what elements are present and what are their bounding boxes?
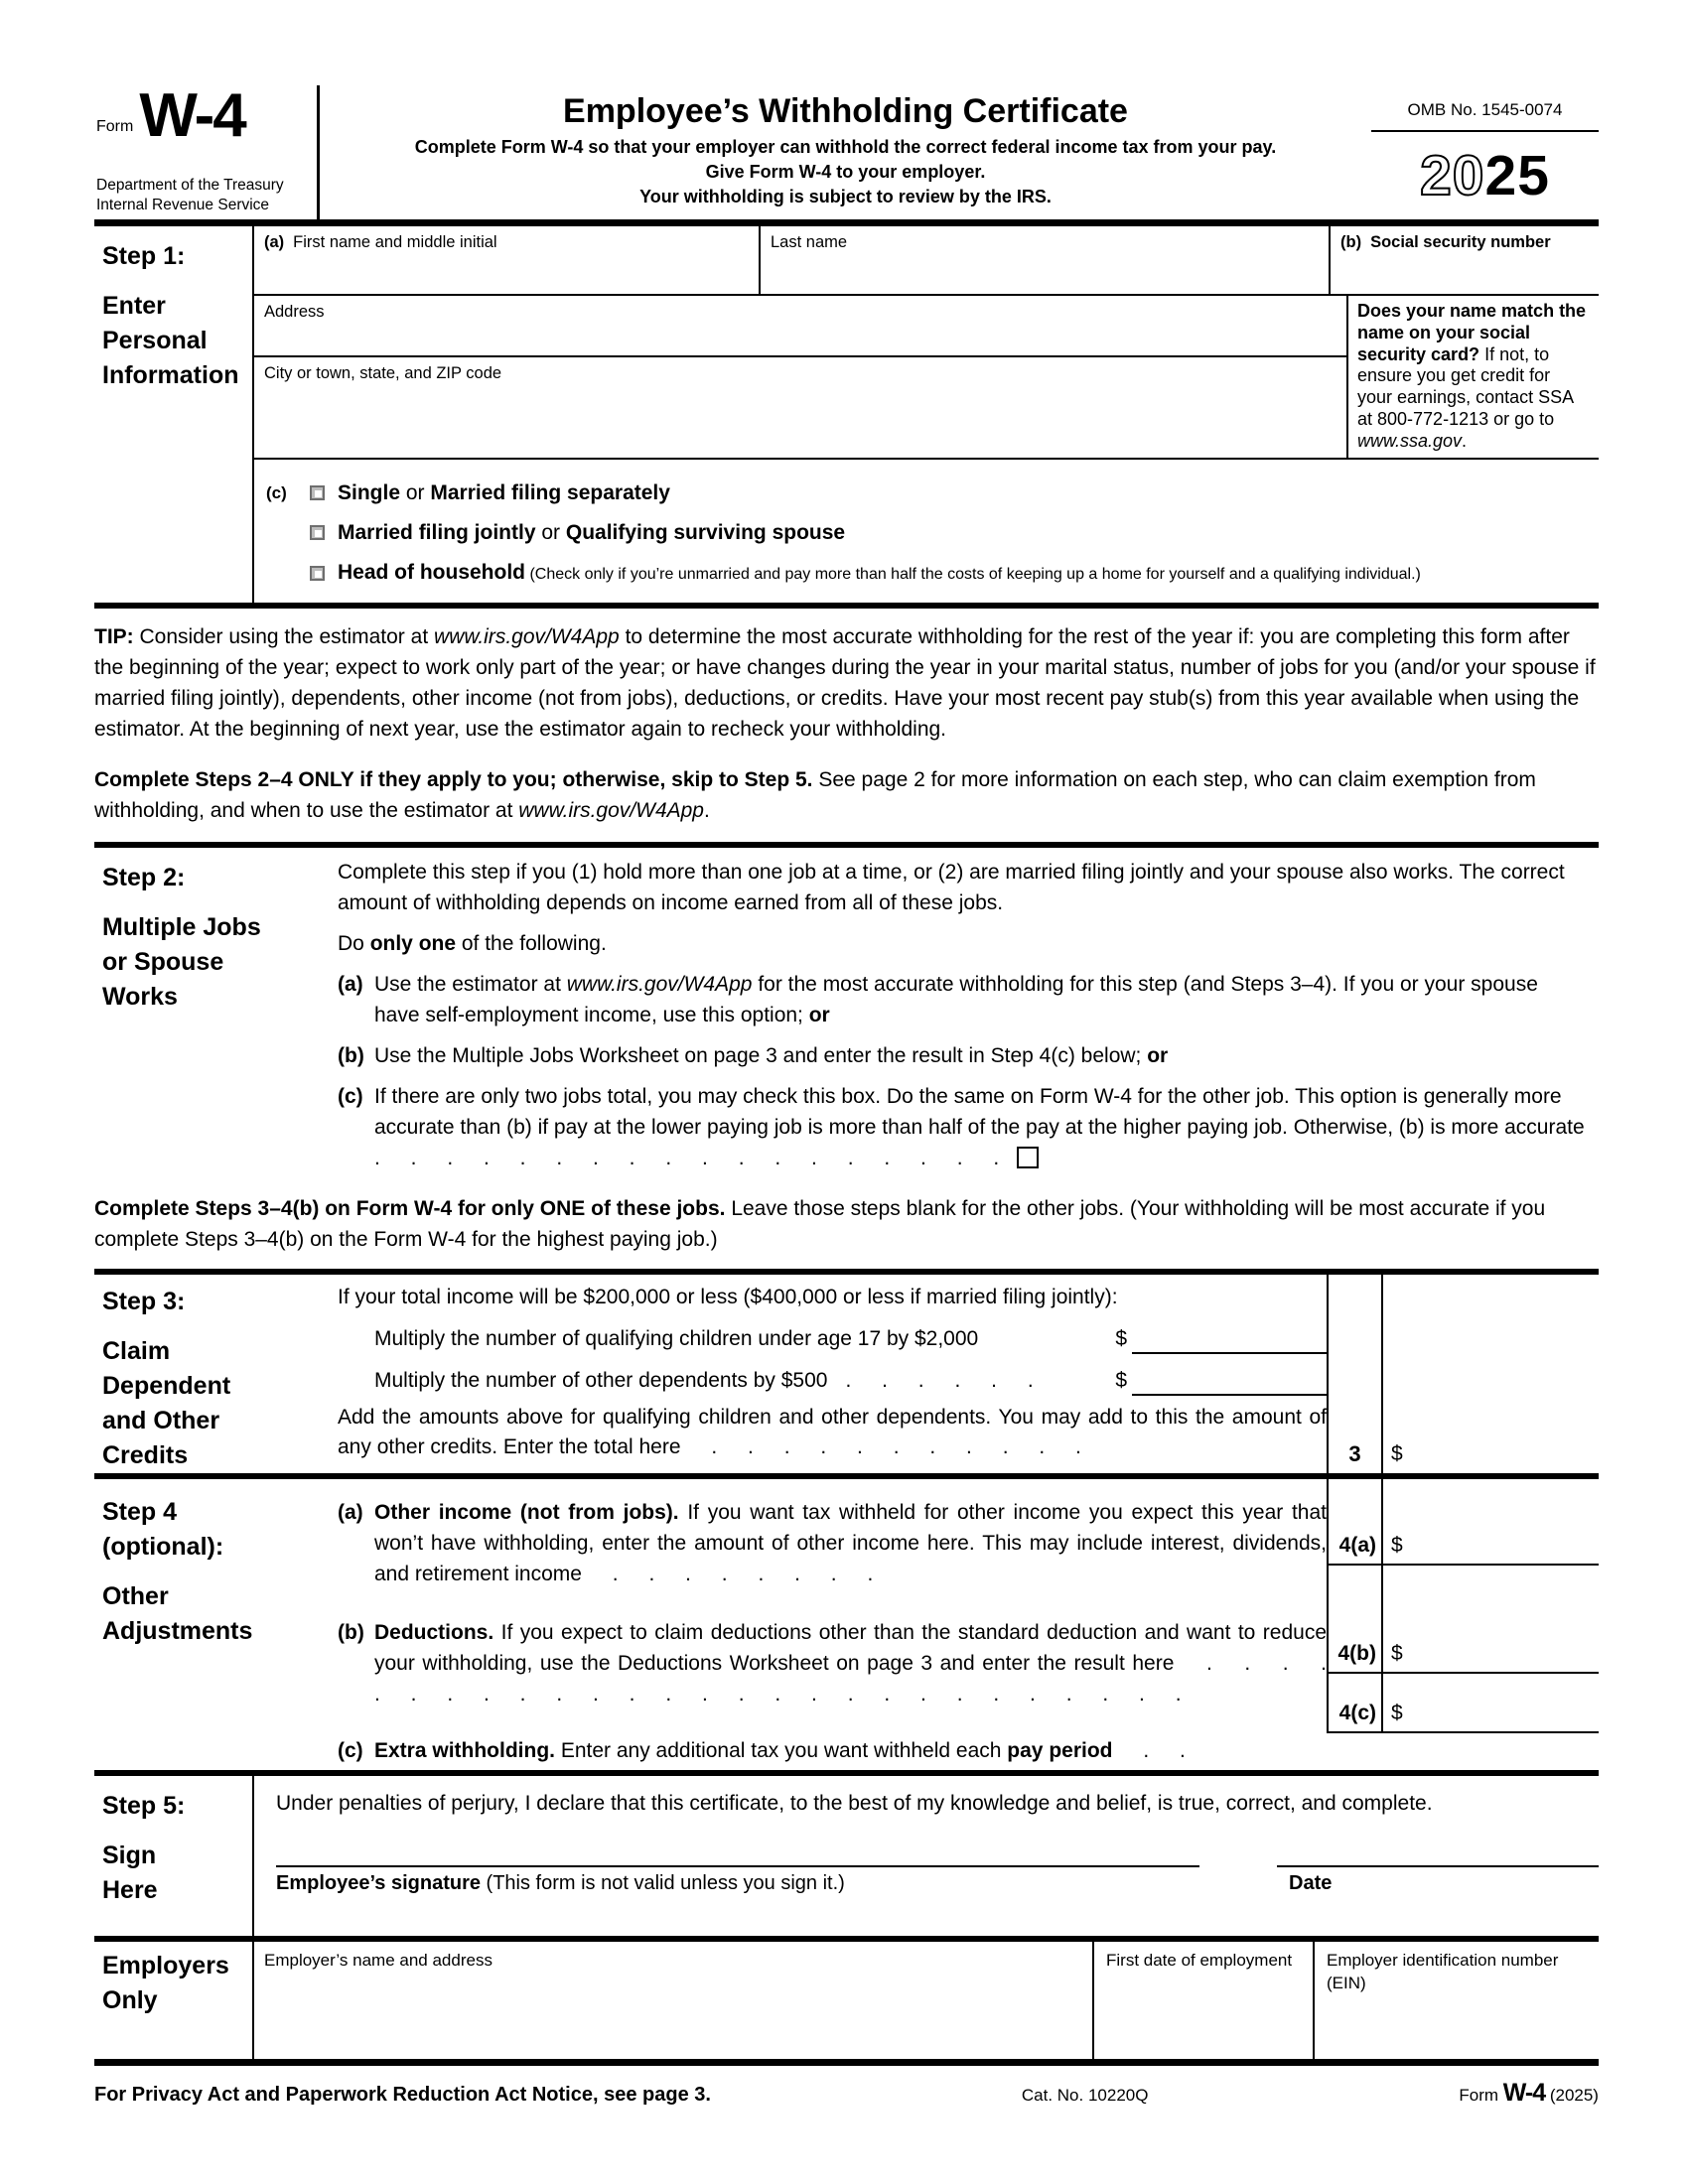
step2-option-a: (a) Use the estimator at www.irs.gov/W4App for the most accurate withholding for this step (and Steps 3–4). If you or your spouse have self-employment income, use this option; or xyxy=(338,972,1538,1026)
ssn-label: Social security number xyxy=(1370,233,1551,251)
signature-date-field[interactable] xyxy=(1277,1864,1599,1867)
line-4a-amount-field[interactable]: $ xyxy=(1391,1533,1403,1557)
w4-form-page xyxy=(94,0,1599,2111)
step2-section xyxy=(94,842,1599,1177)
filing-status-group: (c) Single or Married filing separately Married filing jointly or Qualifying surviving spouse Head of household (Check only if you’re unmarried and pay more than half the costs of keeping up a home for yourself and a qualifying individual.) xyxy=(254,460,1599,603)
address-input[interactable] xyxy=(254,296,1346,357)
employers-only-section xyxy=(94,1936,1599,2066)
dot-leader: . . . . . . . . . . . xyxy=(680,1434,1081,1458)
amount-underline[interactable] xyxy=(1132,1370,1327,1396)
employer-name-address-input[interactable]: Employer’s name and address xyxy=(264,1950,492,1970)
address-label: Address xyxy=(264,303,325,321)
dot-leader: . . . . . . xyxy=(845,1368,1034,1392)
first-date-employment-input[interactable]: First date of employment xyxy=(1092,1942,1313,2059)
dept-line1: Department of the Treasury xyxy=(96,177,284,194)
dot-leader: . . . . . . . . xyxy=(581,1562,874,1585)
married-jointly-checkbox[interactable] xyxy=(310,525,325,540)
step2-option-c: (c) If there are only two jobs total, you may check this box. Do the same on Form W-4 for the other job. This option is generally more accurate than (b) if pay at the lower paying job is more than half of the pay at the higher paying job. Otherwise, (b) is more accurate . . . . . . . . . . . . . . . . . . xyxy=(338,1084,1585,1169)
step1-section xyxy=(94,226,1599,609)
line-4b-amount-field[interactable]: $ xyxy=(1391,1641,1403,1665)
step2-option-b: (b) Use the Multiple Jobs Worksheet on page 3 and enter the result in Step 4(c) below; or xyxy=(338,1043,1169,1067)
line-3-number: 3 xyxy=(1327,1275,1383,1473)
line-4b-number: 4(b) xyxy=(1327,1566,1383,1672)
step1-label: Step 1: Enter Personal Information xyxy=(94,226,254,603)
dot-leader: . . . . . . . . . . . . . . . . . . . . . . . . . . . xyxy=(374,1651,1327,1706)
first-name-input[interactable] xyxy=(254,226,761,294)
step5-label: Step 5: Sign Here xyxy=(94,1776,254,1936)
steps-2-4-note: Complete Steps 2–4 ONLY if they apply to you; otherwise, skip to Step 5. See page 2 for more information on each step, who can claim exemption from withholding, and when to use the estimator at www.irs.gov/W4App. xyxy=(94,767,1536,822)
step2-label: Step 2: Multiple Jobs or Spouse Works xyxy=(102,863,261,1011)
two-jobs-checkbox[interactable] xyxy=(1017,1147,1039,1168)
subtitle-line1: Complete Form W-4 so that your employer can withhold the correct federal income tax from your pay. xyxy=(414,137,1277,157)
form-title: Employee’s Withholding Certificate xyxy=(563,92,1128,130)
date-label: Date xyxy=(1289,1871,1333,1894)
form-header xyxy=(94,81,1599,226)
first-name-label: First name and middle initial xyxy=(293,233,497,251)
ein-input[interactable]: Employer identification number (EIN) xyxy=(1313,1942,1599,2059)
form-number: W-4 xyxy=(139,81,245,150)
form-id-block xyxy=(94,81,320,219)
dept-line2: Internal Revenue Service xyxy=(96,197,270,213)
subtitle-line3: Your withholding is subject to review by the IRS. xyxy=(639,187,1052,206)
qualifying-children-amount-field[interactable]: $ xyxy=(1115,1323,1327,1354)
employee-signature-field[interactable] xyxy=(276,1864,1199,1867)
amount-underline[interactable] xyxy=(1132,1328,1327,1354)
line-4a-number: 4(a) xyxy=(1327,1479,1383,1564)
step4-label: Step 4 (optional): Other Adjustments xyxy=(102,1497,253,1645)
w4app-link-3: www.irs.gov/W4App xyxy=(566,972,753,996)
step3-total-text: Add the amounts above for qualifying children and other dependents. You may add to this the amount of any other credits. Enter the total here . . . . . . . . . . . xyxy=(338,1405,1327,1458)
step4-section xyxy=(94,1479,1599,1770)
form-footer-id: Form W-4 (2025) xyxy=(1459,2078,1599,2107)
privacy-act-notice: For Privacy Act and Paperwork Reduction Act Notice, see page 3. xyxy=(94,2083,711,2106)
ssn-input[interactable] xyxy=(1331,226,1599,294)
line-3-amount-field[interactable]: $ xyxy=(1391,1441,1403,1465)
year-solid-digits: 25 xyxy=(1484,143,1550,207)
step3-section xyxy=(94,1269,1599,1479)
ssn-par: (b) xyxy=(1340,233,1362,251)
omb-year-block xyxy=(1371,85,1599,219)
step4a-text: (a) Other income (not from jobs). If you want tax withheld for other income you expect this year that won’t have withholding, enter the amount of other income here. This may include interest, dividends, and retirement income . . . . . . . . xyxy=(338,1500,1327,1585)
step3-intro: If your total income will be $200,000 or less ($400,000 or less if married filing jointly): xyxy=(338,1285,1118,1308)
subtitle-line2: Give Form W-4 to your employer. xyxy=(705,162,986,182)
omb-number: OMB No. 1545-0074 xyxy=(1371,85,1599,132)
catalog-number: Cat. No. 10220Q xyxy=(1021,2085,1149,2105)
qualifying-children-text: Multiply the number of qualifying children under age 17 by $2,000 xyxy=(374,1326,979,1350)
other-dependents-amount-field[interactable]: $ xyxy=(1115,1365,1327,1396)
city-label: City or town, state, and ZIP code xyxy=(264,364,502,382)
signature-label: Employee’s signature (This form is not valid unless you sign it.) xyxy=(276,1871,845,1894)
other-dependents-text: Multiply the number of other dependents by $500 xyxy=(374,1368,828,1392)
single-checkbox[interactable] xyxy=(310,485,325,500)
line-4c-amount-field[interactable]: $ xyxy=(1391,1701,1403,1724)
line-4c-number: 4(c) xyxy=(1327,1674,1383,1731)
w4app-link: www.irs.gov/W4App xyxy=(434,624,620,648)
tip-paragraph: TIP: Consider using the estimator at www.irs.gov/W4App to determine the most accurate withholding for the rest of the year if: you are completing this form after the beginning of the year; expect to work only part of the year; or have changes during the year in your marital status, number of jobs for you (and/or your spouse if married filing jointly), dependents, other income (not from jobs), deductions, or credits. Have your most recent pay stub(s) from this year available when using the estimator. At the beginning of next year, use the estimator again to recheck your withholding. xyxy=(94,624,1596,741)
filing-status-par: (c) xyxy=(266,482,287,502)
head-of-household-checkbox[interactable] xyxy=(310,566,325,581)
ssa-name-match-note: Does your name match the name on your social security card? If not, to ensure you get credit for your earnings, contact SSA at 800-772-1213 or go to www.ssa.gov. xyxy=(1357,301,1587,451)
step4b-text: (b) Deductions. If you expect to claim deductions other than the standard deduction and want to reduce your withholding, use the Deductions Worksheet on page 3 and enter the result here . . . . . . . . . . . . . . . . . . . . . . . . . . . xyxy=(338,1620,1327,1706)
step2-do-only-one: Do only one of the following. xyxy=(338,931,607,955)
step4c-text: (c) Extra withholding. Enter any additional tax you want withheld each pay period . . xyxy=(338,1738,1186,1762)
form-word: Form xyxy=(96,118,134,135)
perjury-statement: Under penalties of perjury, I declare that this certificate, to the best of my knowledge and belief, is true, correct, and complete. xyxy=(276,1791,1433,1815)
page-footer xyxy=(94,2078,1599,2111)
step3-label: Step 3: Claim Dependent and Other Credits xyxy=(102,1287,231,1469)
year-outline-digits: 20 xyxy=(1420,143,1485,207)
step5-section xyxy=(94,1770,1599,1936)
form-title-block xyxy=(320,85,1371,219)
last-name-label: Last name xyxy=(771,233,848,251)
ssa-gov-link: www.ssa.gov xyxy=(1357,430,1463,451)
w4app-link-2: www.irs.gov/W4App xyxy=(518,798,704,822)
dot-leader: . . . . . . . . . . . . . . . . . . xyxy=(374,1146,1000,1169)
step2-intro: Complete this step if you (1) hold more than one job at a time, or (2) are married filing jointly and your spouse also works. The correct amount of withholding depends on income earned from all of these jobs. xyxy=(338,860,1565,914)
employers-only-label: Employers Only xyxy=(94,1942,254,2059)
steps-3-4b-note: Complete Steps 3–4(b) on Form W-4 for only ONE of these jobs. Leave those steps blank for the other jobs. (Your withholding will be most accurate if you complete Steps 3–4(b) on the Form W-4 for the highest paying job.) xyxy=(94,1196,1546,1251)
first-name-par: (a) xyxy=(264,233,285,251)
tax-year xyxy=(1371,132,1599,219)
city-state-zip-input[interactable] xyxy=(254,357,1346,424)
last-name-input[interactable] xyxy=(761,226,1331,294)
dot-leader: . . xyxy=(1112,1738,1186,1762)
